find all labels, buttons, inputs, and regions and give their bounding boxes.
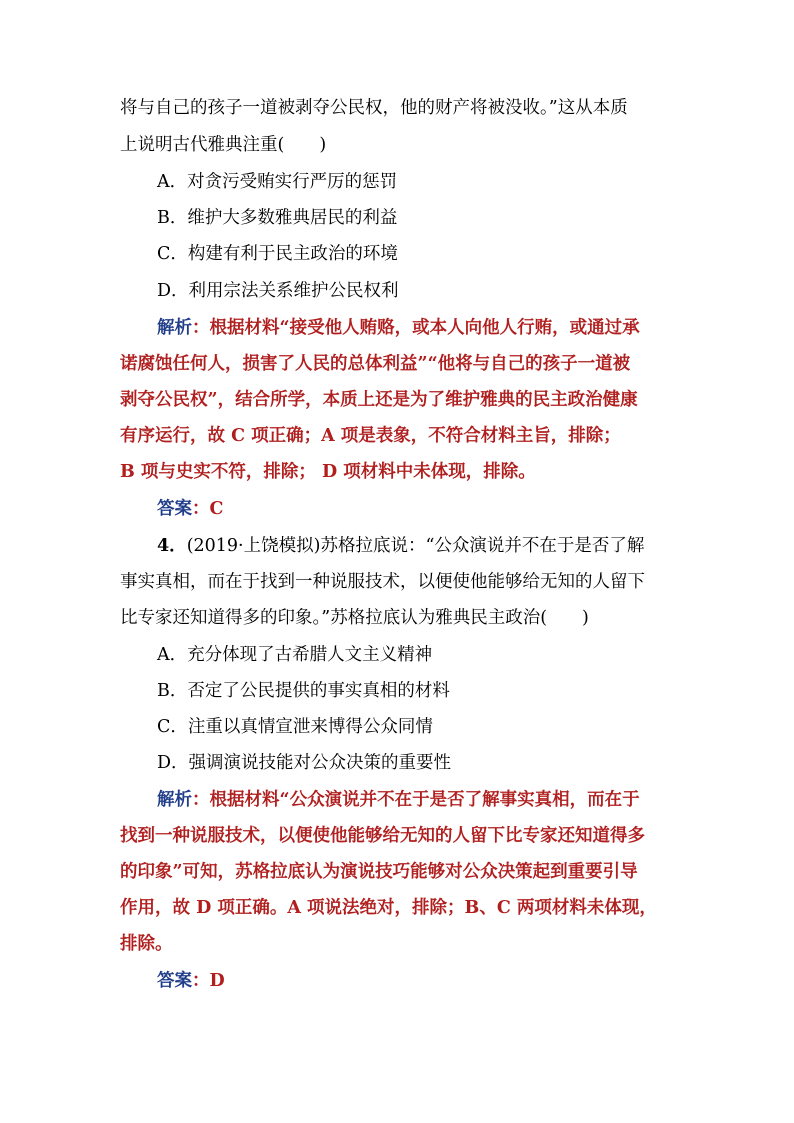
q4-analysis-line-2: 找到一种说服技术，以便使他能够给无知的人留下比专家还知道得多 <box>120 826 645 846</box>
q3-analysis-line-4: 有序运行，故 C 项正确；A 项是表象，不符合材料主旨，排除； <box>120 426 621 446</box>
q3-analysis-label: 解析 <box>157 318 192 338</box>
q3-answer <box>157 497 223 521</box>
q3-option-d: D．利用宗法关系维护公民权利 <box>157 281 399 301</box>
q3-option-a: A．对贪污受贿实行严厉的惩罚 <box>157 172 398 192</box>
q4-analysis-text-1: ：根据材料“公众演说并不在于是否了解事实真相，而在于 <box>192 790 640 810</box>
q3-option-b: B．维护大多数雅典居民的利益 <box>157 208 398 228</box>
q3-analysis-line-1 <box>157 316 640 340</box>
q3-option-c: C．构建有利于民主政治的环境 <box>157 244 398 264</box>
q4-analysis-line-5: 排除。 <box>120 934 173 954</box>
q3-analysis-text-1: ：根据材料“接受他人贿赂，或本人向他人行贿，或通过承 <box>192 318 640 338</box>
q4-analysis-label: 解析 <box>157 790 192 810</box>
q4-stem-line-3: 比专家还知道得多的印象。”苏格拉底认为雅典民主政治( ) <box>120 608 589 628</box>
q3-answer-label: 答案 <box>157 499 192 519</box>
q4-option-b: B．否定了公民提供的事实真相的材料 <box>157 681 450 701</box>
q3-analysis-line-3: 剥夺公民权”，结合所学，本质上还是为了维护雅典的民主政治健康 <box>120 390 638 410</box>
q4-answer <box>157 969 225 993</box>
q3-analysis-line-5: B 项与史实不符，排除； D 项材料中未体现，排除。 <box>120 462 536 482</box>
q3-stem-line-2: 上说明古代雅典注重( ) <box>120 135 327 155</box>
q4-option-c: C．注重以真情宣泄来博得公众同情 <box>157 717 433 737</box>
q4-stem-line-1 <box>157 534 644 558</box>
q4-analysis-line-3: 的印象”可知，苏格拉底认为演说技巧能够对公众决策起到重要引导 <box>120 862 638 882</box>
q4-source: (2019·上饶模拟) <box>186 536 321 556</box>
q4-option-a: A．充分体现了古希腊人文主义精神 <box>157 645 433 665</box>
q4-answer-value: ：D <box>192 971 225 991</box>
q4-stem-line-2: 事实真相，而在于找到一种说服技术，以便使他能够给无知的人留下 <box>120 572 645 592</box>
q4-analysis-line-4: 作用，故 D 项正确。A 项说法绝对，排除；B、C 两项材料未体现， <box>120 898 657 918</box>
q4-number: 4． <box>157 536 187 556</box>
q3-stem-line-1: 将与自己的孩子一道被剥夺公民权，他的财产将被没收。”这从本质 <box>120 98 628 118</box>
q4-option-d: D．强调演说技能对公众决策的重要性 <box>157 753 452 773</box>
q3-analysis-line-2: 诺腐蚀任何人，损害了人民的总体利益”“他将与自己的孩子一道被 <box>120 354 631 374</box>
q3-answer-value: ：C <box>192 499 224 519</box>
q4-stem-text-1: 苏格拉底说：“公众演说并不在于是否了解 <box>320 536 645 556</box>
q4-analysis-line-1 <box>157 788 640 812</box>
q4-answer-label: 答案 <box>157 971 192 991</box>
